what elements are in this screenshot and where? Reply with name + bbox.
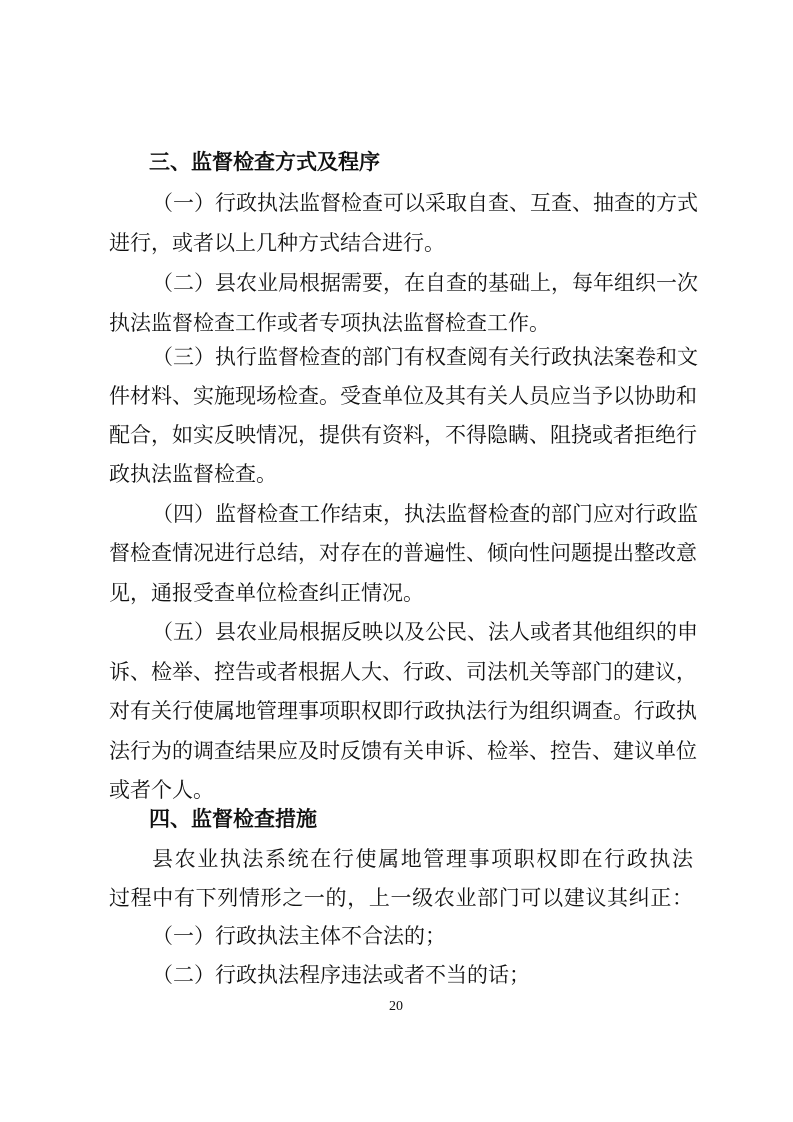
section-heading-4: 四、监督检查措施 — [149, 807, 317, 831]
paragraph-line: 见，通报受查单位检查纠正情况。 — [109, 581, 424, 605]
list-item: （二）行政执法程序违法或者不当的话； — [152, 963, 530, 987]
paragraph-line: 县农业执法系统在行使属地管理事项职权即在行政执法 — [152, 847, 693, 871]
paragraph-line: （三）执行监督检查的部门有权查阅有关行政执法案卷和文 — [152, 345, 698, 369]
paragraph-line: 督检查情况进行总结，对存在的普遍性、倾向性问题提出整改意 — [109, 541, 697, 565]
paragraph-line: 配合，如实反映情况，提供有资料，不得隐瞒、阻挠或者拒绝行 — [109, 423, 697, 447]
paragraph-line: 法行为的调查结果应及时反馈有关申诉、检举、控告、建议单位 — [109, 739, 697, 763]
paragraph-line: （四）监督检查工作结束，执法监督检查的部门应对行政监 — [152, 502, 698, 526]
paragraph-line: （五）县农业局根据反映以及公民、法人或者其他组织的申 — [152, 620, 698, 644]
paragraph-line: （一）行政执法监督检查可以采取自查、互查、抽查的方式 — [152, 191, 698, 215]
paragraph-line: 或者个人。 — [109, 778, 214, 802]
paragraph-line: 执法监督检查工作或者专项执法监督检查工作。 — [109, 311, 550, 335]
page-number: 20 — [389, 999, 403, 1014]
paragraph-line: 进行，或者以上几种方式结合进行。 — [109, 231, 445, 255]
paragraph-line: 过程中有下列情形之一的，上一级农业部门可以建议其纠正： — [109, 886, 693, 910]
paragraph-line: 政执法监督检查。 — [109, 462, 277, 486]
list-item: （一）行政执法主体不合法的； — [152, 924, 446, 948]
paragraph-line: 件材料、实施现场检查。受查单位及其有关人员应当予以协助和 — [109, 384, 697, 408]
section-heading-3: 三、监督检查方式及程序 — [149, 150, 380, 174]
paragraph-line: 诉、检举、控告或者根据人大、行政、司法机关等部门的建议， — [109, 660, 697, 684]
paragraph-line: 对有关行使属地管理事项职权即行政执法行为组织调查。行政执 — [109, 699, 697, 723]
paragraph-line: （二）县农业局根据需要，在自查的基础上，每年组织一次 — [152, 271, 698, 295]
